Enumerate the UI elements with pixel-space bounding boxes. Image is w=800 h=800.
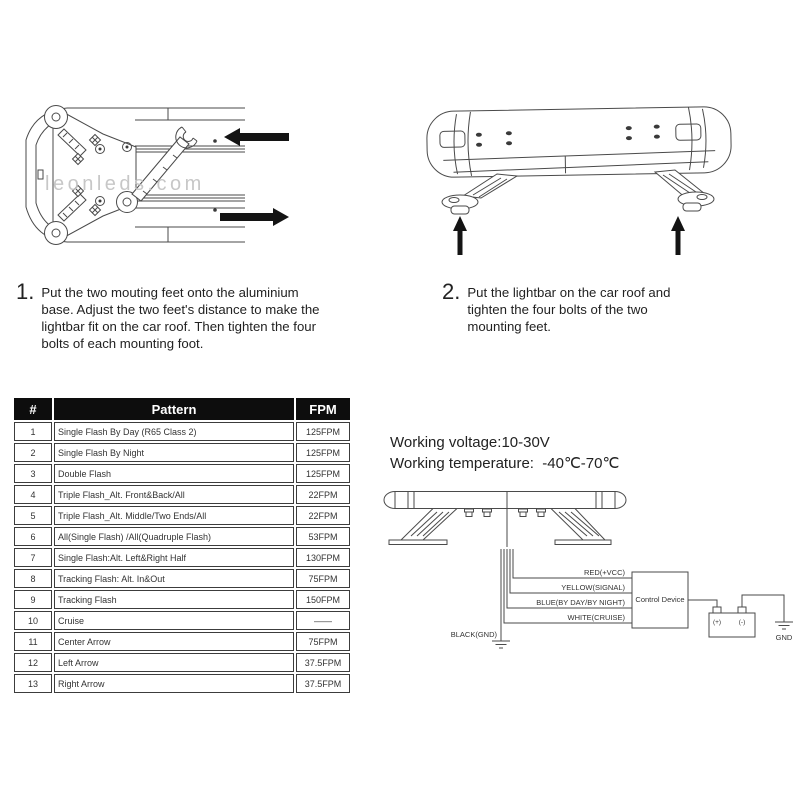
slide-direction-arrows [213, 128, 289, 226]
arrow-up-icon [453, 216, 467, 255]
gnd-label: GND [775, 633, 793, 642]
table-row: 13 Right Arrow 37.5FPM [14, 674, 350, 693]
table-row: 9 Tracking Flash 150FPM [14, 590, 350, 609]
table-row: 3 Double Flash 125FPM [14, 464, 350, 483]
mounting-foot-left [389, 509, 457, 545]
wire-label-yellow: YELLOW(SIGNAL) [561, 583, 625, 592]
lightbar-side-view [384, 492, 626, 558]
table-row: 5 Triple Flash_Alt. Middle/Two Ends/All 22FPM [14, 506, 350, 525]
lightbar-body [426, 106, 731, 177]
wire-label-black: BLACK(GND) [450, 630, 497, 639]
table-row: 11 Center Arrow 75FPM [14, 632, 350, 651]
arrow-left-icon [224, 128, 289, 146]
battery [688, 600, 755, 637]
figure-mounting-foot-installation [15, 95, 305, 255]
watermark: leonleds.com [45, 173, 205, 195]
working-temperature: Working temperature: -40℃-70℃ [390, 455, 620, 472]
arrow-up-icon [671, 216, 685, 255]
wires [451, 557, 632, 648]
figure-lightbar-on-roof [413, 98, 743, 263]
table-row: 2 Single Flash By Night 125FPM [14, 443, 350, 462]
column-header-fpm: FPM [296, 398, 350, 420]
mounting-foot-left [442, 174, 517, 214]
working-voltage: Working voltage:10-30V [390, 434, 550, 451]
table-row: 8 Tracking Flash: Alt. In&Out 75FPM [14, 569, 350, 588]
table-row: 12 Left Arrow 37.5FPM [14, 653, 350, 672]
mounting-foot-right [655, 170, 714, 211]
table-row: 10 Cruise —— [14, 611, 350, 630]
table-row: 4 Triple Flash_Alt. Front&Back/All 22FPM [14, 485, 350, 504]
wiring-diagram [373, 481, 797, 681]
table-row: 6 All(Single Flash) /All(Quadruple Flash) 53FPM [14, 527, 350, 546]
step-1-number: 1. [16, 279, 35, 304]
wire-label-white: WHITE(CRUISE) [567, 613, 625, 622]
control-device [632, 572, 688, 628]
battery-minus-label: (-) [738, 619, 746, 626]
wire-label-blue: BLUE(BY DAY/BY NIGHT) [536, 598, 625, 607]
wire-bundle [501, 549, 513, 557]
arrow-right-icon [220, 208, 289, 226]
bolt-holes [476, 125, 660, 147]
step-2-number: 2. [442, 279, 461, 304]
ground-symbol-left [492, 641, 510, 648]
specs [390, 432, 619, 474]
table-row: 1 Single Flash By Day (R65 Class 2) 125FPM [14, 422, 350, 441]
control-device-label: Control Device [635, 595, 685, 604]
step-1 [16, 281, 329, 352]
battery-plus-label: (+) [712, 619, 722, 626]
flash-pattern-table [12, 396, 352, 695]
bolts-under-bar [465, 509, 546, 517]
table-header-row [14, 398, 350, 420]
column-header-number: # [14, 398, 52, 420]
step-1-text: Put the two mouting feet onto the aluminium base. Adjust the two feet's distance to make the lightbar fit on the car roof. Then tighten the four bolts of each mounting foot. [41, 285, 320, 352]
mounting-foot-right [551, 509, 611, 545]
step-2-text: Put the lightbar on the car roof and tighten the four bolts of the two mounting feet. [467, 285, 671, 335]
step-2 [442, 281, 705, 335]
wire-label-red: RED(+VCC) [583, 568, 625, 577]
table-row: 7 Single Flash:Alt. Left&Right Half 130FPM [14, 548, 350, 567]
column-header-pattern: Pattern [54, 398, 294, 420]
